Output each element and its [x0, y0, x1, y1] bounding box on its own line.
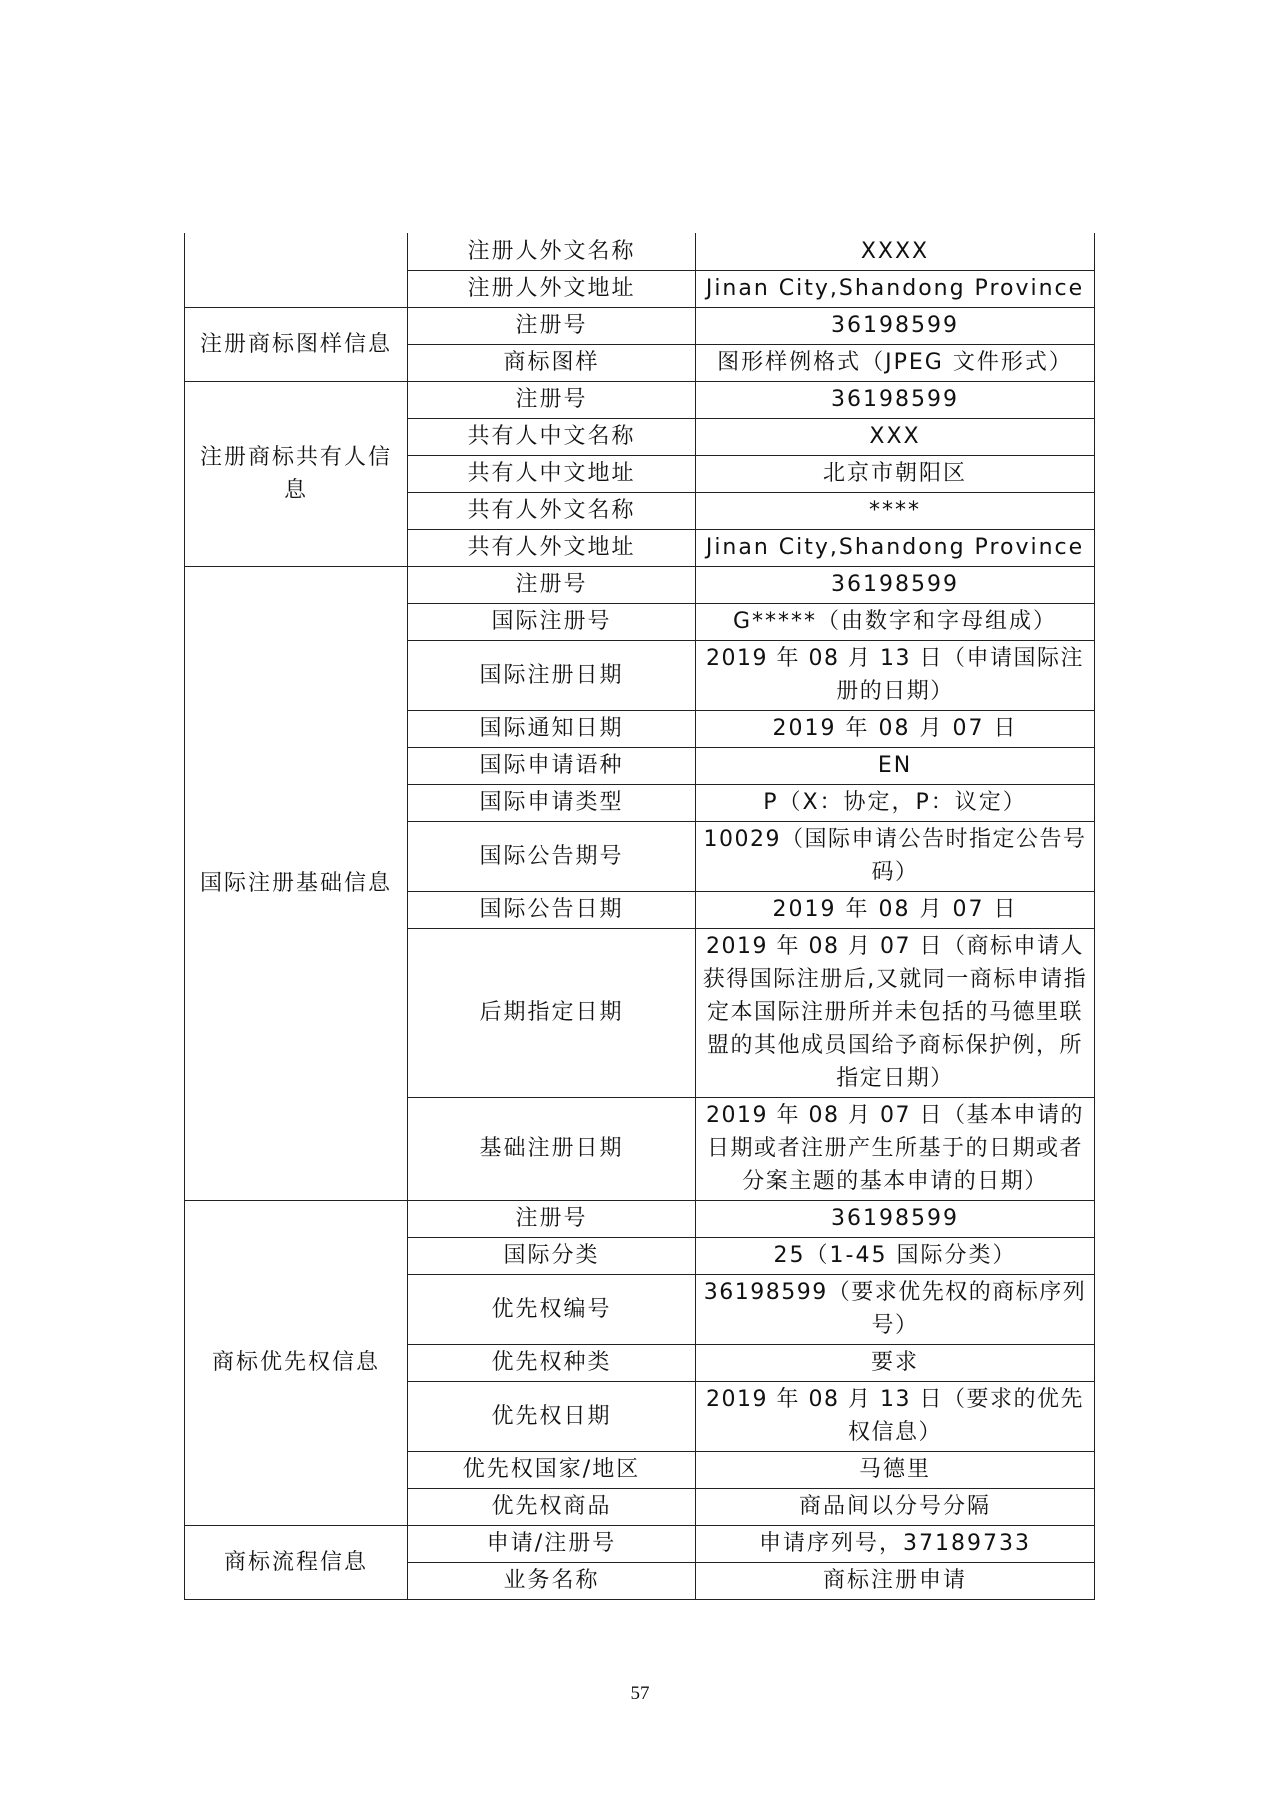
field-value: 商品间以分号分隔 [696, 1488, 1095, 1525]
field-label: 注册号 [408, 307, 696, 344]
page-number: 57 [630, 1683, 650, 1704]
field-value: 图形样例格式（JPEG 文件形式） [696, 344, 1095, 381]
field-label: 国际通知日期 [408, 710, 696, 747]
field-label: 共有人中文名称 [408, 418, 696, 455]
field-value: 北京市朝阳区 [696, 455, 1095, 492]
field-value: 2019 年 08 月 13 日（申请国际注册的日期） [696, 640, 1095, 710]
table-row [185, 1525, 1095, 1562]
field-value: 36198599 [696, 566, 1095, 603]
field-label: 国际分类 [408, 1237, 696, 1274]
section-label: 商标优先权信息 [185, 1200, 408, 1525]
field-value: 10029（国际申请公告时指定公告号码） [696, 821, 1095, 891]
field-label: 商标图样 [408, 344, 696, 381]
field-label: 优先权编号 [408, 1274, 696, 1344]
field-value: 2019 年 08 月 07 日（基本申请的日期或者注册产生所基于的日期或者分案主题的基本申请的日期） [696, 1097, 1095, 1200]
field-value: XXXX [696, 233, 1095, 270]
field-value: P（X：协定，P：议定） [696, 784, 1095, 821]
field-value: 马德里 [696, 1451, 1095, 1488]
field-label: 注册号 [408, 566, 696, 603]
field-value: 商标注册申请 [696, 1562, 1095, 1599]
field-label: 业务名称 [408, 1562, 696, 1599]
table-row [185, 381, 1095, 418]
field-value: **** [696, 492, 1095, 529]
field-label: 注册号 [408, 381, 696, 418]
field-label: 后期指定日期 [408, 928, 696, 1097]
field-value: Jinan City,Shandong Province [696, 529, 1095, 566]
field-label: 国际申请类型 [408, 784, 696, 821]
field-value: XXX [696, 418, 1095, 455]
field-label: 申请/注册号 [408, 1525, 696, 1562]
field-label: 国际注册日期 [408, 640, 696, 710]
section-label: 注册商标共有人信息 [185, 381, 408, 566]
field-label: 共有人外文地址 [408, 529, 696, 566]
field-label: 注册号 [408, 1200, 696, 1237]
field-value: 2019 年 08 月 07 日（商标申请人获得国际注册后,又就同一商标申请指定本国际注册所并未包括的马德里联盟的其他成员国给予商标保护例，所指定日期） [696, 928, 1095, 1097]
field-value: 36198599 [696, 307, 1095, 344]
field-value: 36198599 [696, 381, 1095, 418]
field-value: 2019 年 08 月 13 日（要求的优先权信息） [696, 1381, 1095, 1451]
field-label: 优先权商品 [408, 1488, 696, 1525]
field-label: 注册人外文地址 [408, 270, 696, 307]
section-label: 注册商标图样信息 [185, 307, 408, 381]
field-label: 优先权种类 [408, 1344, 696, 1381]
field-value: 36198599 [696, 1200, 1095, 1237]
table-row [185, 1200, 1095, 1237]
field-label: 共有人中文地址 [408, 455, 696, 492]
field-label: 共有人外文名称 [408, 492, 696, 529]
field-value: 要求 [696, 1344, 1095, 1381]
field-label: 基础注册日期 [408, 1097, 696, 1200]
field-value: 36198599（要求优先权的商标序列号） [696, 1274, 1095, 1344]
table-body [185, 233, 1095, 1599]
field-label: 国际公告日期 [408, 891, 696, 928]
field-label: 优先权日期 [408, 1381, 696, 1451]
field-value: G*****（由数字和字母组成） [696, 603, 1095, 640]
table-row [185, 307, 1095, 344]
section-label: 商标流程信息 [185, 1525, 408, 1599]
section-label [185, 233, 408, 307]
trademark-info-table [184, 233, 1095, 1600]
field-value: Jinan City,Shandong Province [696, 270, 1095, 307]
field-label: 国际公告期号 [408, 821, 696, 891]
field-value: 2019 年 08 月 07 日 [696, 891, 1095, 928]
field-label: 国际注册号 [408, 603, 696, 640]
field-value: EN [696, 747, 1095, 784]
field-value: 申请序列号，37189733 [696, 1525, 1095, 1562]
field-label: 国际申请语种 [408, 747, 696, 784]
field-label: 优先权国家/地区 [408, 1451, 696, 1488]
table-row [185, 566, 1095, 603]
section-label: 国际注册基础信息 [185, 566, 408, 1200]
field-value: 25（1-45 国际分类） [696, 1237, 1095, 1274]
table-row [185, 233, 1095, 270]
field-label: 注册人外文名称 [408, 233, 696, 270]
field-value: 2019 年 08 月 07 日 [696, 710, 1095, 747]
